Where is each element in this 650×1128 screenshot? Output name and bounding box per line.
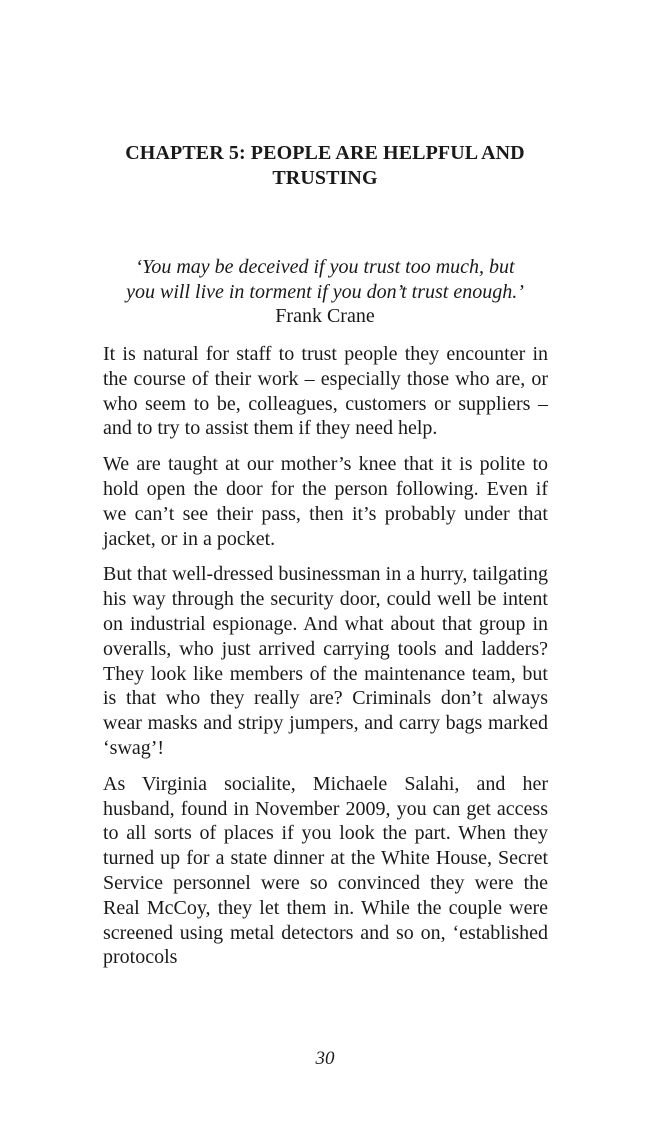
epigraph-quote-line-2: you will live in torment if you don’t trust enough.’ — [126, 280, 524, 303]
chapter-title — [100, 141, 550, 191]
epigraph-quote-line-1: ‘You may be deceived if you trust too much, but — [135, 256, 515, 278]
paragraph-2: We are taught at our mother’s knee that it is polite to hold open the door for the person following. Even if we can’t see their pass, then it’s probably under that jacket, or in a pocket. — [103, 453, 548, 550]
epigraph-author: Frank Crane — [275, 305, 375, 327]
paragraph-1: It is natural for staff to trust people they encounter in the course of their work – especially those who are, or who seem to be, colleagues, customers or suppliers – and to try to assist them if they need help. — [103, 343, 548, 440]
epigraph — [100, 255, 550, 329]
paragraph-3: But that well-dressed businessman in a hurry, tailgating his way through the security door, could well be intent on industrial espionage. And what about that group in overalls, who just arrived carrying tools and ladders? They look like members of the maintenance team, but is that who they really are? Criminals don’t always wear masks and stripy jumpers, and carry bags marked ‘swag’! — [103, 563, 548, 759]
chapter-title-line-1: CHAPTER 5: PEOPLE ARE HELPFUL AND — [125, 142, 525, 164]
chapter-title-line-2: TRUSTING — [272, 167, 378, 189]
page-number: 30 — [315, 1048, 335, 1069]
body-text — [103, 342, 548, 981]
paragraph-4: As Virginia socialite, Michaele Salahi, and her husband, found in November 2009, you can get access to all sorts of places if you look the part. When they turned up for a state dinner at the White House, Secret Service personnel were so convinced they were the Real McCoy, they let them in. While the couple were screened using metal detectors and so on, ‘established protocols — [103, 772, 548, 969]
